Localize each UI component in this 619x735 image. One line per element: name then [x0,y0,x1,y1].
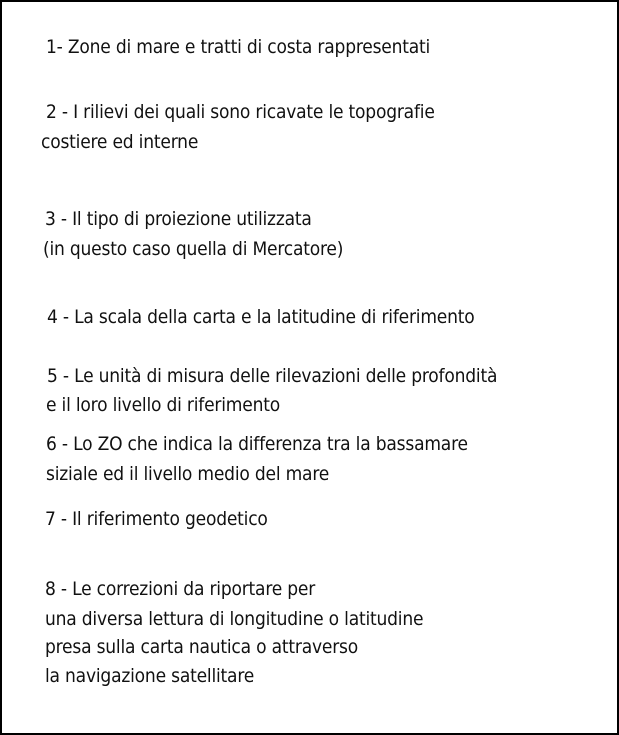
item-2-line-1: 2 - I rilievi dei quali sono ricavate le topografie [46,101,435,123]
item-1-line-1: 1- Zone di mare e tratti di costa rappresentati [46,36,431,58]
item-8-line-1: 8 - Le correzioni da riportare per [45,578,316,600]
item-6-line-1: 6 - Lo ZO che indica la differenza tra la bassamare [46,433,468,455]
item-6-line-2: siziale ed il livello medio del mare [46,463,330,485]
item-8-line-4: la navigazione satellitare [45,665,255,687]
item-5-line-2: e il loro livello di riferimento [46,394,280,416]
item-3-line-2: (in questo caso quella di Mercatore) [43,238,344,260]
item-8-line-2: una diversa lettura di longitudine o latitudine [45,608,424,630]
item-3-line-1: 3 - Il tipo di proiezione utilizzata [45,208,312,230]
item-8-line-3: presa sulla carta nautica o attraverso [45,636,358,658]
item-7-line-1: 7 - Il riferimento geodetico [45,508,268,530]
item-5-line-1: 5 - Le unità di misura delle rilevazioni delle profondità [47,365,498,387]
item-4-line-1: 4 - La scala della carta e la latitudine di riferimento [47,306,475,328]
item-2-line-2: costiere ed interne [41,131,199,153]
